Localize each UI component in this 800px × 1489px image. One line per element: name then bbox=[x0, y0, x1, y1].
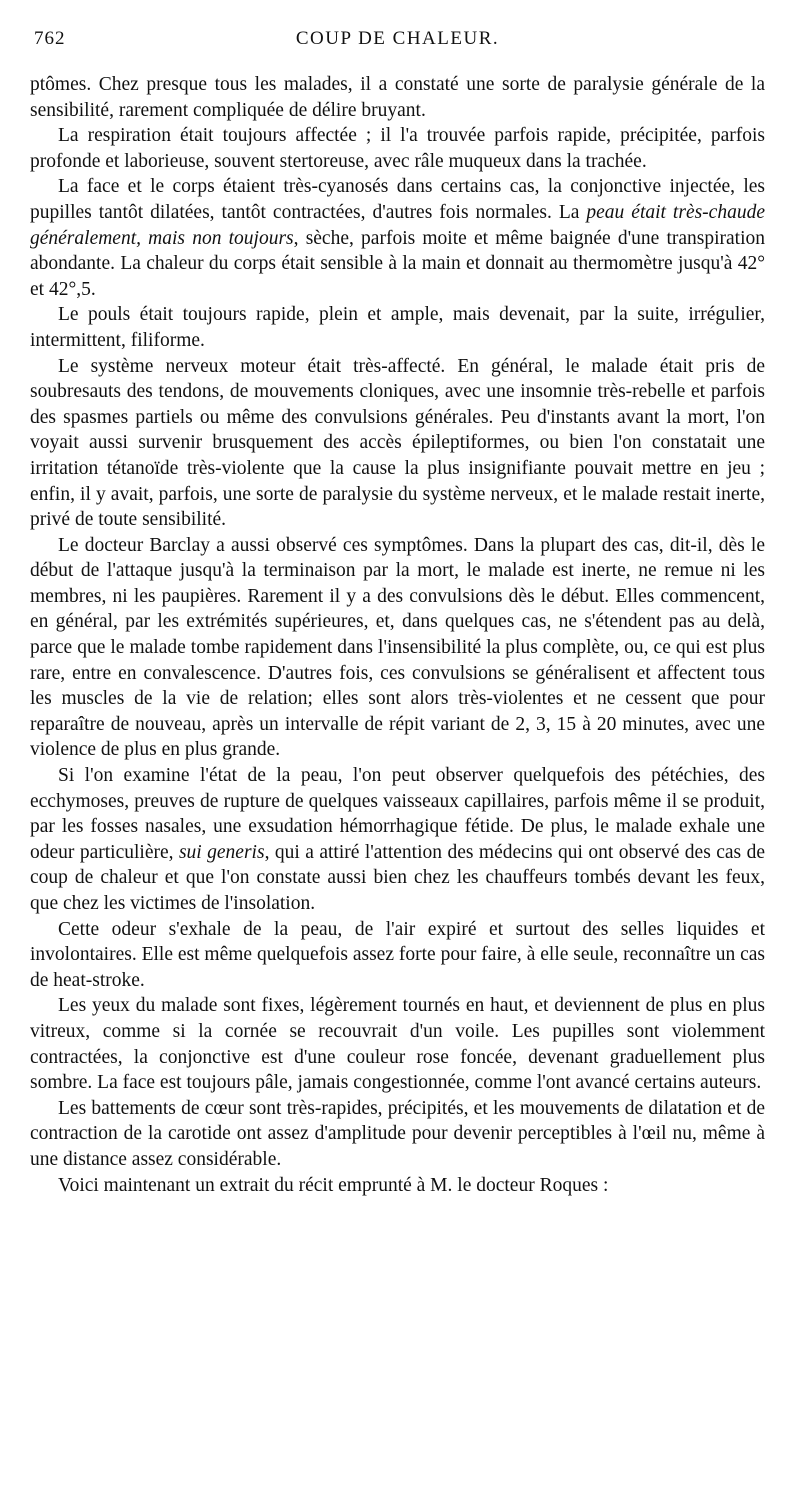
paragraph-text: Le système nerveux moteur était très-affecté. En général, le malade était pris de soubresauts des tendons, de mouvements cloniques, avec une insomnie très-rebelle et parfois des spasmes partiels ou même des convulsions générales. Peu d'instants avant la mort, l'on voyait aussi survenir brusquement des accès épileptiformes, ou bien l'on constatait une irritation tétanoïde très-violente que la cause la plus insignifiante pouvait mettre en jeu ; enfin, il y avait, parfois, une sorte de paralysie du système nerveux, et le malade restait inerte, privé de toute sensibilité. bbox=[30, 355, 765, 531]
italic-phrase: peau était très-chaude généralement, mais non toujours bbox=[30, 201, 765, 249]
paragraph bbox=[30, 917, 765, 994]
paragraph-text: , qui a attiré l'attention des médecins qui ont observé des cas de coup de chaleur et que l'on constate aussi bien chez les chauffeurs tombés devant les feux, que chez les victimes de l'insolation. bbox=[30, 841, 765, 914]
body-text bbox=[30, 72, 765, 1198]
paragraph-text: , sèche, parfois moite et même baignée d'une transpiration abondante. La chaleur du corps était sensible à la main et donnait au thermomètre jusqu'à 42° et 42°,5. bbox=[30, 227, 765, 300]
paragraph bbox=[30, 1096, 765, 1173]
paragraph-text: Cette odeur s'exhale de la peau, de l'air expiré et surtout des selles liquides et involontaires. Elle est même quelquefois assez forte pour faire, à elle seule, reconnaître un cas de heat-stroke. bbox=[30, 918, 765, 991]
paragraph bbox=[30, 174, 765, 302]
paragraph bbox=[30, 993, 765, 1095]
paragraph bbox=[30, 302, 765, 353]
paragraph bbox=[30, 763, 765, 917]
paragraph-text: Les yeux du malade sont fixes, légèrement tournés en haut, et deviennent de plus en plus vitreux, comme si la cornée se recouvrait d'un voile. Les pupilles sont violemment contractées, la conjonctive est d'une couleur rose foncée, devenant graduellement plus sombre. La face est toujours pâle, jamais congestionnée, comme l'ont avancé certains auteurs. bbox=[30, 995, 765, 1094]
paragraph bbox=[30, 533, 765, 763]
paragraph-text: ptômes. Chez presque tous les malades, il a constaté une sorte de paralysie générale de la sensibilité, rarement compliquée de délire bruyant. bbox=[30, 74, 765, 121]
running-title: COUP DE CHALEUR. bbox=[295, 28, 500, 49]
paragraph-text: Le pouls était toujours rapide, plein et ample, mais devenait, par la suite, irrégulier, intermittent, filiforme. bbox=[30, 304, 765, 351]
paragraph-text: La respiration était toujours affectée ; il l'a trouvée parfois rapide, précipitée, parfois profonde et laborieuse, souvent stertoreuse, avec râle muqueux dans la trachée. bbox=[30, 125, 765, 172]
paragraph-text: Voici maintenant un extrait du récit emprunté à M. le docteur Roques : bbox=[58, 1174, 609, 1196]
paragraph bbox=[30, 72, 765, 123]
paragraph bbox=[30, 123, 765, 174]
paragraph bbox=[30, 1173, 765, 1199]
paragraph-text: La face et le corps étaient très-cyanosés dans certains cas, la conjonctive injectée, les pupilles tantôt dilatées, tantôt contractées, d'autres fois normales. La bbox=[30, 176, 765, 223]
running-head bbox=[30, 28, 765, 60]
paragraph-text: Les battements de cœur sont très-rapides, précipités, et les mouvements de dilatation et de contraction de la carotide ont assez d'amplitude pour devenir perceptibles à l'œil nu, même à une distance assez considérable. bbox=[30, 1097, 765, 1170]
book-page bbox=[30, 28, 765, 1198]
page-number: 762 bbox=[34, 28, 66, 49]
italic-phrase: sui generis bbox=[178, 841, 265, 863]
paragraph-text: Le docteur Barclay a aussi observé ces symptômes. Dans la plupart des cas, dit-il, dès le début de l'attaque jusqu'à la terminaison par la mort, le malade est inerte, ne remue ni les membres, ni les paupières. Rarement il y a des convulsions dès le début. Elles commencent, en général, par les extrémités supérieures, et, dans quelques cas, ne s'étendent pas au delà, parce que le malade tombe rapidement dans l'insensibilité la plus complète, ou, ce qui est plus rare, entre en convalescence. D'autres fois, ces convulsions se généralisent et affectent tous les muscles de la vie de relation; elles sont alors très-violentes et ne cessent que pour reparaître de nouveau, après un intervalle de répit variant de 2, 3, 15 à 20 minutes, avec une violence de plus en plus grande. bbox=[30, 534, 765, 761]
paragraph-text: Si l'on examine l'état de la peau, l'on peut observer quelquefois des pétéchies, des ecchymoses, preuves de rupture de quelques vaisseaux capillaires, parfois même il se produit, par les fosses nasales, une exsudation hémorrhagique fétide. De plus, le malade exhale une odeur particulière, bbox=[30, 765, 765, 863]
paragraph bbox=[30, 354, 765, 533]
